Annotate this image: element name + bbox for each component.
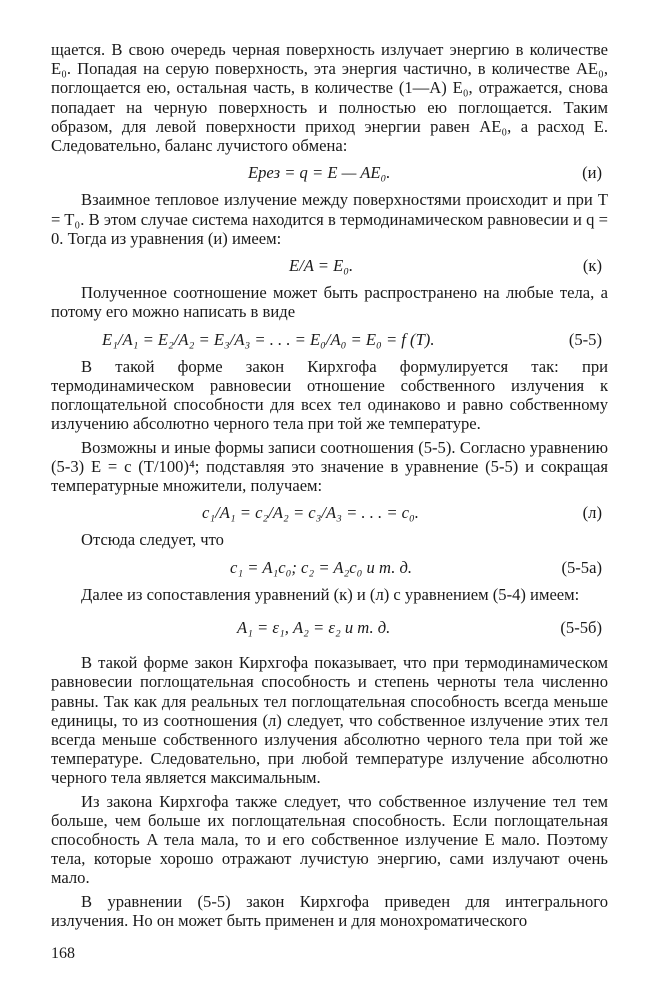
equation-k-label: (к)	[582, 256, 602, 276]
equation-l-label: (л)	[582, 503, 602, 523]
equation-i-expression: Eрез = q = E — AE₀.	[248, 163, 391, 183]
paragraph-6: Отсюда следует, что	[81, 530, 224, 550]
book-page	[51, 40, 608, 963]
page-number: 168	[51, 945, 75, 963]
paragraph-1: щается. В свою очередь черная поверхность излучает энергию в количестве E₀. Попадая на серую поверхность, эта энергия частично, в количестве AE₀, поглощается ею, остальная часть, в количестве (1—A) E₀, отражается, снова попадает на черную поверхность и полностью ею поглощается. Таким образом, для левой поверхности приход энергии равен AE₀, а расход E. Следовательно, баланс лучистого обмена:	[51, 40, 608, 156]
paragraph-8: В такой форме закон Кирхгофа показывает, что при термодинамическом равновесии поглощательная способность и степень черноты тела численно равны. Так как для реальных тел поглощательная способность всегда меньше единицы, то из соотношения (л) следует, что собственное излучение этих тел всегда меньше собственного излучения абсолютно черного тела при той же температуре. Следовательно, при любой температуре излучение абсолютно черного тела является максимальным.	[51, 653, 608, 788]
equation-k-expression: E/A = E₀.	[289, 256, 354, 276]
equation-5-5b	[51, 618, 608, 637]
paragraph-10: В уравнении (5-5) закон Кирхгофа приведен для интегрального излучения. Но он может быть применен и для монохроматического	[51, 891, 608, 930]
equation-5-5	[51, 330, 608, 349]
equation-k	[51, 256, 608, 275]
paragraph-4: В такой форме закон Кирхгофа формулируется так: при термодинамическом равновесии отношение собственного излучения к поглощательной способности для всех тел одинаково и равно собственному излучению абсолютно черного тела при той же температуре.	[51, 356, 608, 434]
equation-5-5-expression: E₁/A₁ = E₂/A₂ = E₃/A₃ = . . . = E₀/A₀ = E₀ = f (T).	[102, 329, 435, 349]
paragraph-2: Взаимное тепловое излучение между поверхностями происходит и при T = T₀. В этом случае система находится в термодинамическом равновесии и q = 0. Тогда из уравнения (и) имеем:	[51, 190, 608, 248]
equation-5-5a	[51, 558, 608, 577]
paragraph-7: Далее из сопоставления уравнений (к) и (л) с уравнением (5-4) имеем:	[81, 584, 580, 604]
equation-l	[51, 503, 608, 522]
paragraph-9: Из закона Кирхгофа также следует, что собственное излучение тел тем больше, чем больше их поглощательная способность. Если поглощательная способность A тела мала, то и его собственное излучение E мало. Поэтому тела, которые хорошо отражают лучистую энергию, сами излучают очень мало.	[51, 791, 608, 888]
equation-5-5-label: (5-5)	[568, 329, 602, 349]
equation-5-5b-label: (5-5б)	[560, 618, 602, 637]
paragraph-5: Возможны и иные формы записи соотношения (5-5). Согласно уравнению (5-3) E = c (T/100)⁴; подставляя это значение в уравнение (5-5) и сокращая температурные множители, получаем:	[51, 437, 608, 496]
paragraph-3: Полученное соотношение может быть распространено на любые тела, а потому его можно написать в виде	[51, 283, 608, 322]
equation-i-label: (и)	[582, 163, 602, 183]
equation-5-5a-label: (5-5а)	[561, 557, 602, 577]
equation-i	[51, 163, 608, 182]
equation-5-5a-expression: c₁ = A₁c₀; c₂ = A₂c₀ и т. д.	[230, 557, 413, 577]
equation-5-5b-expression: A₁ = ε₁, A₂ = ε₂ и т. д.	[237, 618, 391, 637]
equation-l-expression: c₁/A₁ = c₂/A₂ = c₃/A₃ = . . . = c₀.	[202, 503, 419, 523]
